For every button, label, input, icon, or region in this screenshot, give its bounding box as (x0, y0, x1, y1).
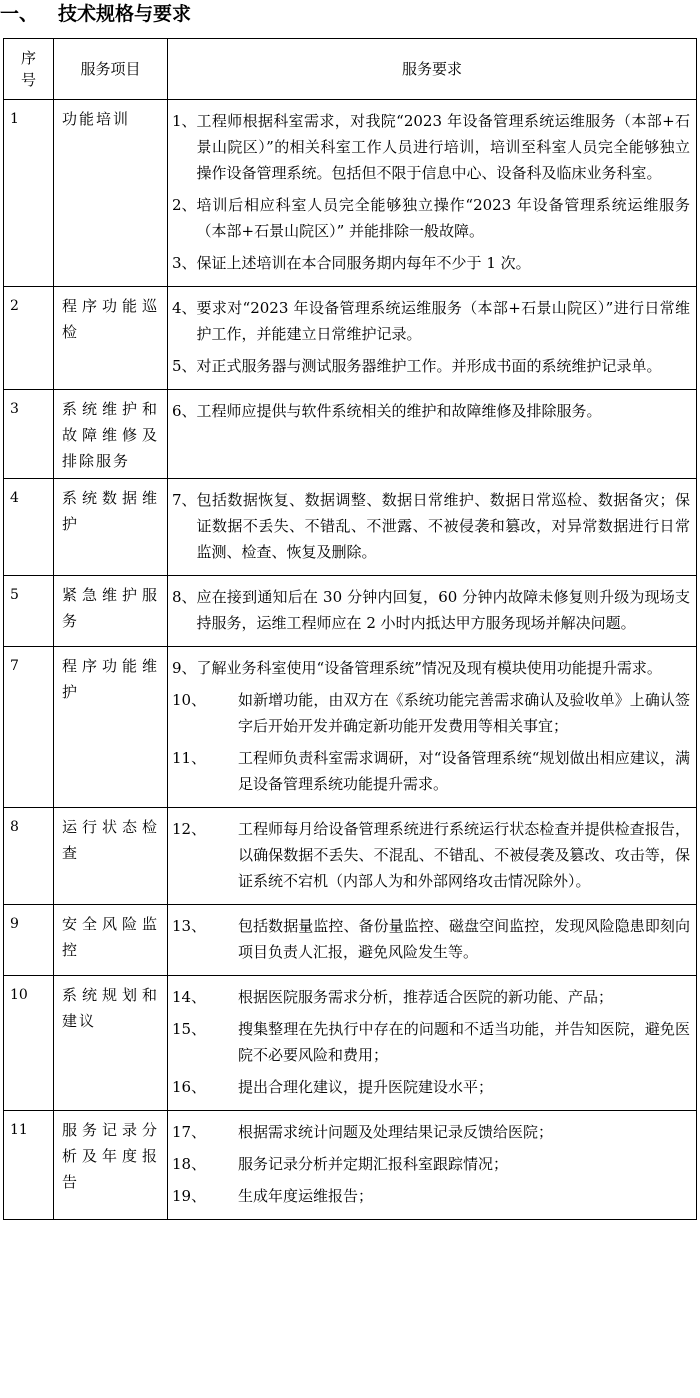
requirement-item (172, 398, 690, 424)
requirement-item (172, 353, 690, 379)
requirement-number: 15、 (172, 1020, 207, 1038)
service-requirements (168, 100, 697, 287)
requirement-number: 14、 (172, 988, 207, 1006)
requirement-item (172, 1016, 690, 1068)
requirement-item (172, 984, 690, 1010)
table-row (4, 976, 697, 1111)
requirement-item (172, 816, 690, 894)
header-service-item: 服务项目 (54, 39, 168, 100)
requirement-number: 12、 (172, 820, 207, 838)
requirement-number: 2、 (172, 196, 197, 214)
requirement-text: 如新增功能，由双方在《系统功能完善需求确认及验收单》上确认签字后开始开发并确定新功能开发费用等相关事宜； (238, 691, 690, 735)
requirements-table (3, 38, 697, 1220)
requirement-text: 对正式服务器与测试服务器维护工作。并形成书面的系统维护记录单。 (196, 357, 662, 375)
table-row (4, 576, 697, 647)
requirement-text: 工程师根据科室需求，对我院“2023 年设备管理系统运维服务（本部+石景山院区）”的相关科室工作人员进行培训，培训至科室人员完全能够独立操作设备管理系统。包括但不限于信息中心、设备科及临床业务科室。 (196, 112, 690, 182)
service-item: 系统数据维护 (54, 479, 168, 576)
requirement-number: 17、 (172, 1123, 207, 1141)
table-header-row (4, 39, 697, 100)
table-row (4, 100, 697, 287)
service-item: 功能培训 (54, 100, 168, 287)
requirement-item (172, 250, 690, 276)
table-row (4, 647, 697, 808)
requirement-number: 4、 (172, 299, 197, 317)
requirement-item (172, 1119, 690, 1145)
requirement-item (172, 655, 690, 681)
requirement-item (172, 295, 690, 347)
requirement-number: 11、 (172, 749, 207, 767)
row-number: 2 (4, 287, 54, 390)
requirement-number: 19、 (172, 1187, 207, 1205)
table-row (4, 390, 697, 479)
service-requirements (168, 976, 697, 1111)
requirement-text: 了解业务科室使用“设备管理系统”情况及现有模块使用功能提升需求。 (196, 659, 662, 677)
requirement-text: 应在接到通知后在 30 分钟内回复，60 分钟内故障未修复则升级为现场支持服务，运维工程师应在 2 小时内抵达甲方服务现场并解决问题。 (196, 588, 690, 632)
table-row (4, 808, 697, 905)
requirement-item (172, 745, 690, 797)
service-requirements (168, 1111, 697, 1220)
service-requirements (168, 647, 697, 808)
requirement-item (172, 487, 690, 565)
requirement-number: 8、 (172, 588, 197, 606)
requirement-text: 工程师负责科室需求调研，对“设备管理系统“规划做出相应建议，满足设备管理系统功能提升需求。 (238, 749, 690, 793)
row-number: 1 (4, 100, 54, 287)
service-item: 程序功能维护 (54, 647, 168, 808)
row-number: 5 (4, 576, 54, 647)
requirement-item (172, 584, 690, 636)
row-number: 10 (4, 976, 54, 1111)
requirement-item (172, 1074, 690, 1100)
requirement-item (172, 1151, 690, 1177)
requirement-number: 9、 (172, 659, 197, 677)
service-requirements (168, 905, 697, 976)
table-row (4, 479, 697, 576)
row-number: 3 (4, 390, 54, 479)
section-heading (0, 0, 700, 30)
service-requirements (168, 576, 697, 647)
requirement-item (172, 1183, 690, 1209)
table-row (4, 1111, 697, 1220)
service-item: 程序功能巡检 (54, 287, 168, 390)
requirement-item (172, 192, 690, 244)
requirement-number: 5、 (172, 357, 197, 375)
row-number: 9 (4, 905, 54, 976)
requirement-text: 培训后相应科室人员完全能够独立操作“2023 年设备管理系统运维服务（本部+石景山院区）” 并能排除一般故障。 (196, 196, 690, 240)
header-service-requirement: 服务要求 (168, 39, 697, 100)
row-number: 7 (4, 647, 54, 808)
requirement-text: 服务记录分析并定期汇报科室跟踪情况； (238, 1155, 509, 1173)
requirement-text: 保证上述培训在本合同服务期内每年不少于 1 次。 (196, 254, 531, 272)
requirement-text: 提出合理化建议，提升医院建设水平； (238, 1078, 494, 1096)
section-number: 一、 (0, 3, 39, 25)
requirement-number: 13、 (172, 917, 207, 935)
table-body (4, 100, 697, 1220)
requirement-item (172, 687, 690, 739)
requirement-text: 搜集整理在先执行中存在的问题和不适当功能，并告知医院，避免医院不必要风险和费用； (238, 1020, 690, 1064)
requirement-text: 要求对“2023 年设备管理系统运维服务（本部+石景山院区）”进行日常维护工作，并能建立日常维护记录。 (196, 299, 690, 343)
requirement-text: 包括数据恢复、数据调整、数据日常维护、数据日常巡检、数据备灾；保证数据不丢失、不错乱、不泄露、不被侵袭和篡改，对异常数据进行日常监测、检查、恢复及删除。 (196, 491, 690, 561)
requirement-number: 3、 (172, 254, 197, 272)
header-seq: 序号 (4, 39, 54, 100)
requirement-text: 工程师应提供与软件系统相关的维护和故障维修及排除服务。 (196, 402, 602, 420)
service-requirements (168, 808, 697, 905)
service-item: 服务记录分析及年度报告 (54, 1111, 168, 1220)
service-item: 运行状态检查 (54, 808, 168, 905)
requirement-item (172, 913, 690, 965)
service-item: 系统维护和故障维修及排除服务 (54, 390, 168, 479)
requirement-number: 16、 (172, 1078, 207, 1096)
table-row (4, 287, 697, 390)
requirement-number: 1、 (172, 112, 197, 130)
service-requirements (168, 390, 697, 479)
requirement-item (172, 108, 690, 186)
requirement-number: 18、 (172, 1155, 207, 1173)
requirement-text: 根据需求统计问题及处理结果记录反馈给医院； (238, 1123, 554, 1141)
requirement-number: 10、 (172, 691, 207, 709)
requirement-text: 工程师每月给设备管理系统进行系统运行状态检查并提供检查报告，以确保数据不丢失、不混乱、不错乱、不被侵袭及篡改、攻击等，保证系统不宕机（内部人为和外部网络攻击情况除外）。 (238, 820, 690, 890)
row-number: 11 (4, 1111, 54, 1220)
table-row (4, 905, 697, 976)
service-item: 系统规划和建议 (54, 976, 168, 1111)
requirement-text: 生成年度运维报告； (238, 1187, 374, 1205)
service-requirements (168, 287, 697, 390)
requirement-text: 包括数据量监控、备份量监控、磁盘空间监控，发现风险隐患即刻向项目负责人汇报，避免风险发生等。 (238, 917, 690, 961)
requirement-number: 6、 (172, 402, 197, 420)
service-item: 安全风险监控 (54, 905, 168, 976)
row-number: 8 (4, 808, 54, 905)
row-number: 4 (4, 479, 54, 576)
section-title: 技术规格与要求 (58, 3, 192, 25)
service-item: 紧急维护服务 (54, 576, 168, 647)
requirement-number: 7、 (172, 491, 197, 509)
requirement-text: 根据医院服务需求分析，推荐适合医院的新功能、产品； (238, 988, 614, 1006)
service-requirements (168, 479, 697, 576)
